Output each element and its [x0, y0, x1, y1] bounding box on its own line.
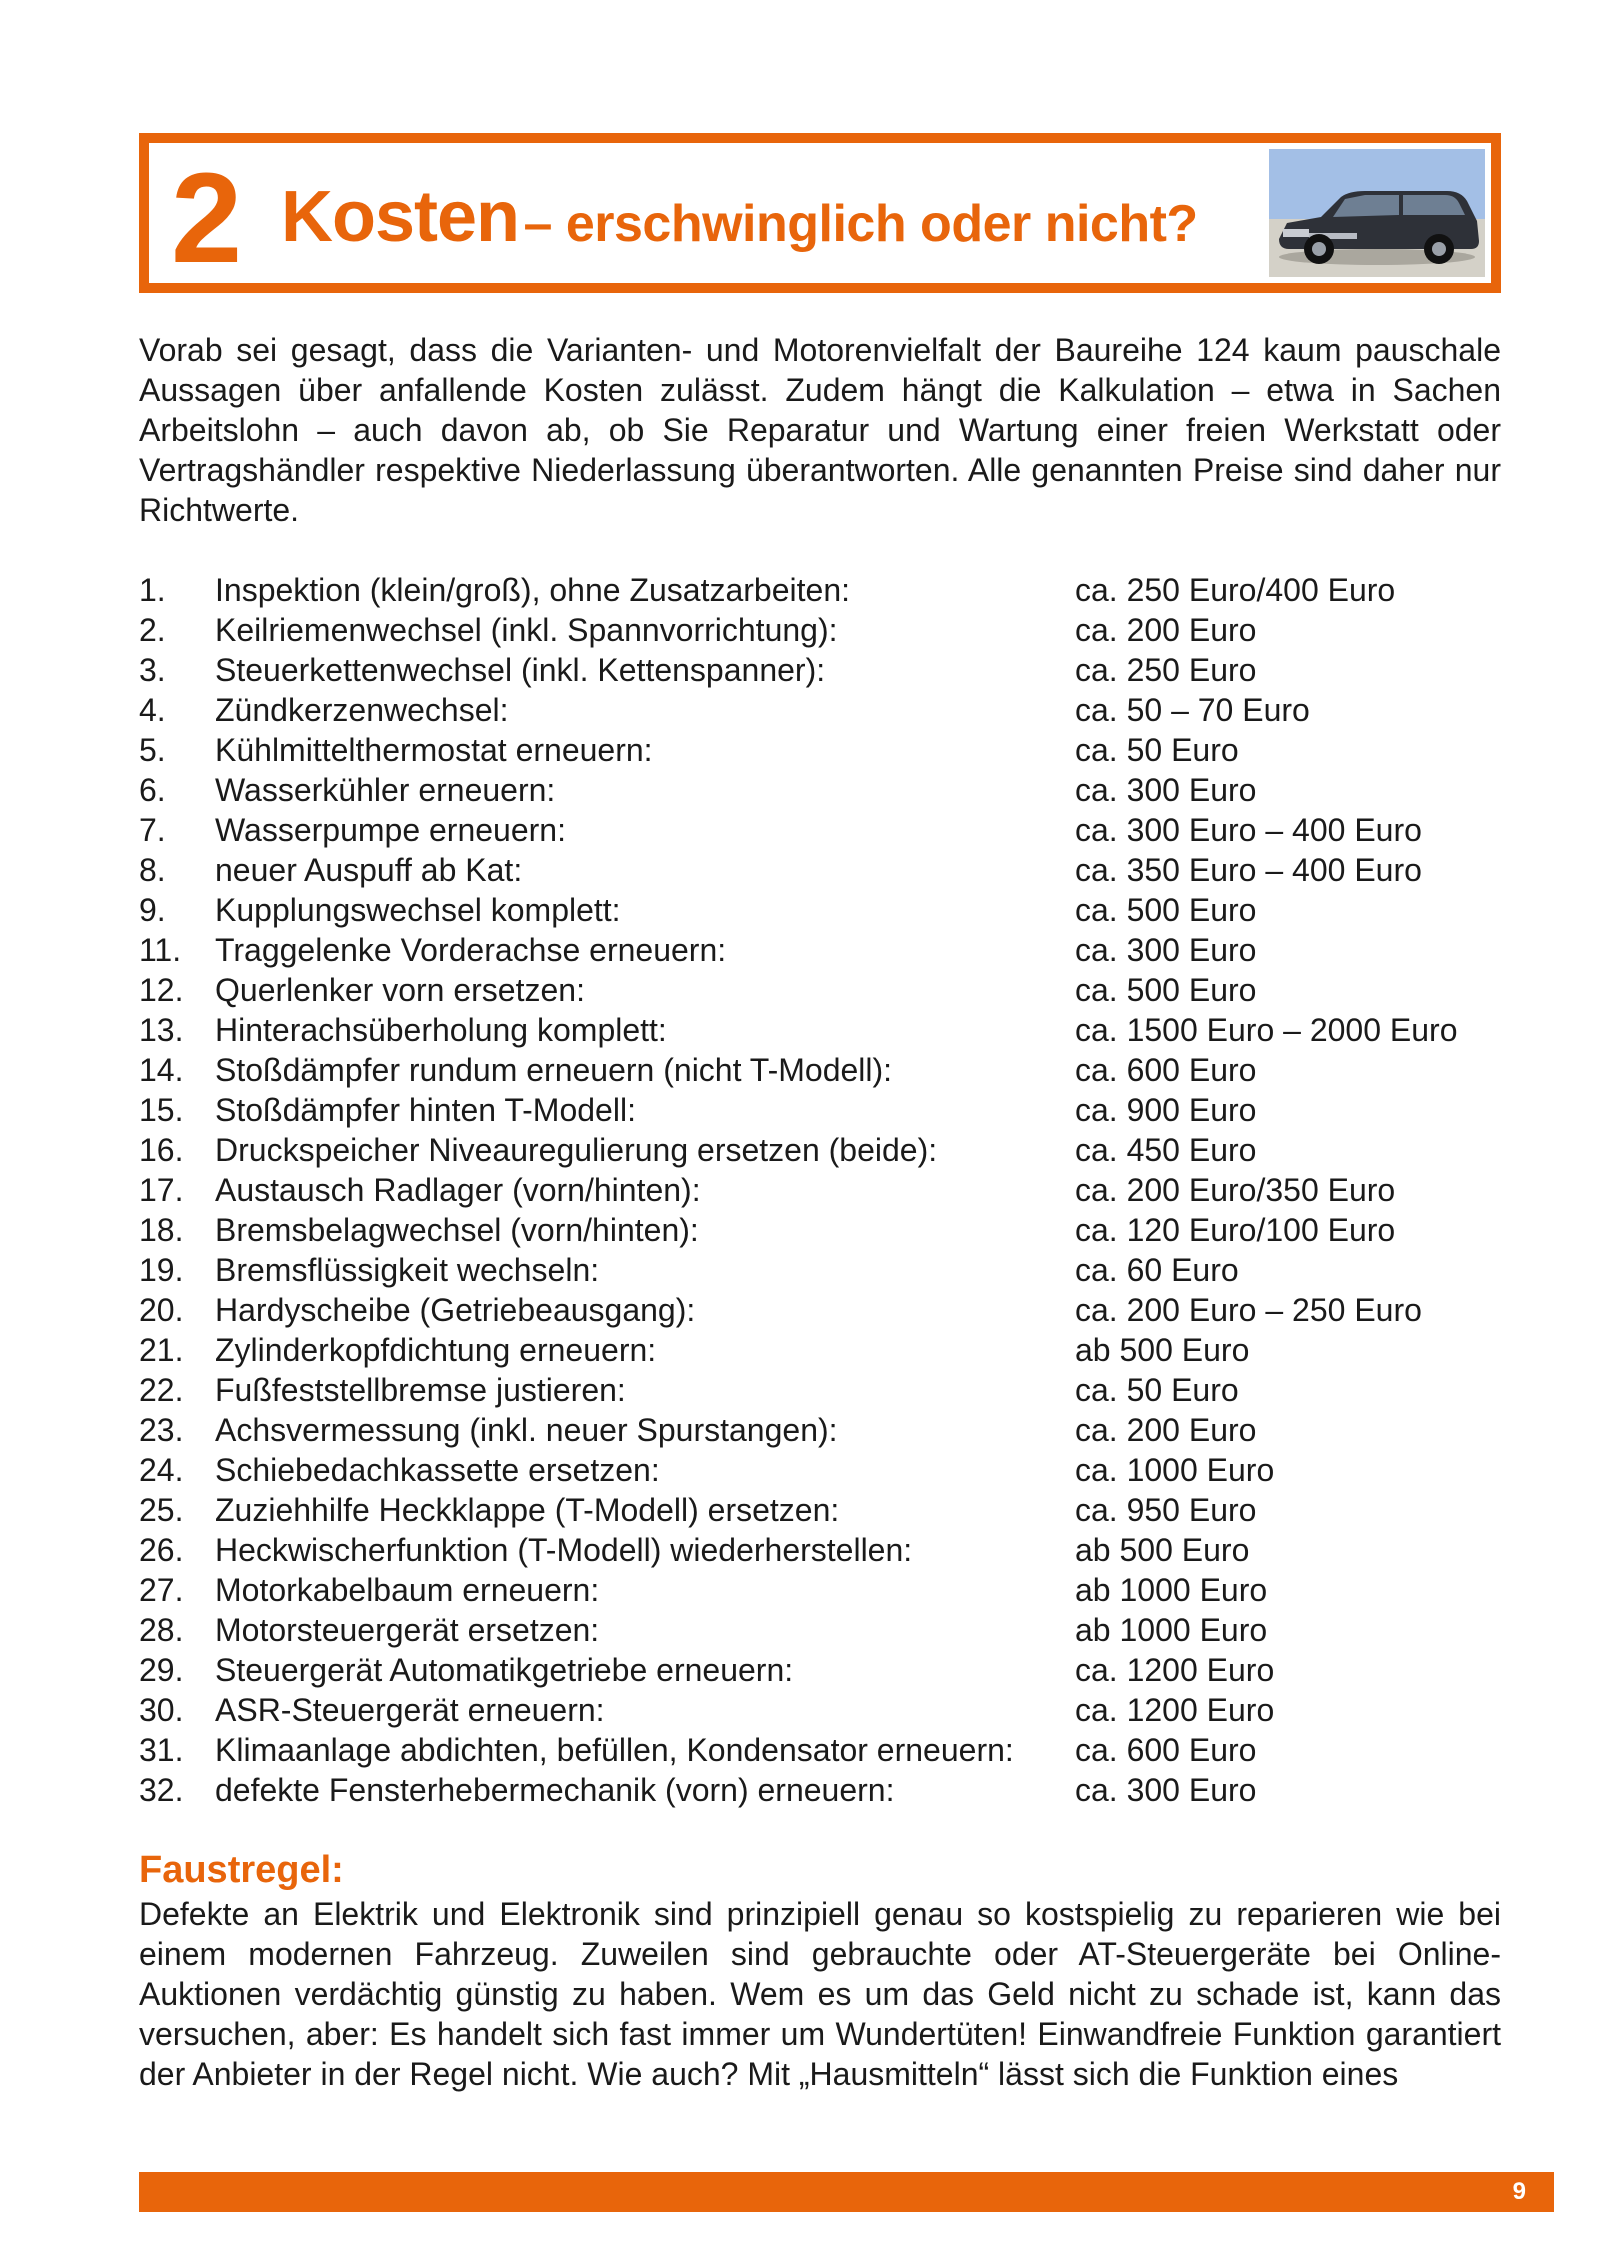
item-description: Klimaanlage abdichten, befüllen, Kondensator erneuern: — [215, 1732, 1014, 1768]
item-description: Keilriemenwechsel (inkl. Spannvorrichtung): — [215, 612, 838, 648]
item-price: ca. 500 Euro — [1075, 972, 1257, 1008]
item-description: Austausch Radlager (vorn/hinten): — [215, 1172, 701, 1208]
list-item — [139, 1010, 1501, 1050]
item-number: 3. — [139, 652, 166, 688]
item-number: 20. — [139, 1292, 184, 1328]
item-number: 19. — [139, 1252, 184, 1288]
item-description: Heckwischerfunktion (T-Modell) wiederherstellen: — [215, 1532, 913, 1568]
item-price: ca. 350 Euro – 400 Euro — [1075, 852, 1422, 888]
list-item — [139, 890, 1501, 930]
rule-heading: Faustregel: — [139, 1849, 344, 1891]
item-number: 27. — [139, 1572, 184, 1608]
item-description: Druckspeicher Niveauregulierung ersetzen (beide): — [215, 1132, 938, 1168]
footer-bar — [139, 2172, 1554, 2212]
item-description: Wasserpumpe erneuern: — [215, 812, 566, 848]
item-price: ca. 300 Euro – 400 Euro — [1075, 812, 1422, 848]
chapter-title-sub: – erschwinglich oder nicht? — [523, 195, 1198, 253]
item-price: ca. 1000 Euro — [1075, 1452, 1275, 1488]
car-illustration — [1269, 149, 1485, 277]
item-price: ca. 600 Euro — [1075, 1732, 1257, 1768]
item-number: 32. — [139, 1772, 184, 1808]
list-item — [139, 730, 1501, 770]
item-number: 22. — [139, 1372, 184, 1408]
item-price: ca. 50 – 70 Euro — [1075, 692, 1310, 728]
item-number: 28. — [139, 1612, 184, 1648]
list-item — [139, 1250, 1501, 1290]
item-number: 6. — [139, 772, 166, 808]
item-description: Querlenker vorn ersetzen: — [215, 972, 585, 1008]
intro-paragraph: Vorab sei gesagt, dass die Varianten- und Motorenvielfalt der Baureihe 124 kaum pauschale Aussagen über anfallende Kosten zulässt. Zudem hängt die Kalkulation – etwa in Sachen Arbeitslohn – auch davon ab, ob Sie Reparatur und Wartung einer freien Werkstatt oder Vertragshändler respektive Niederlassung überantworten. Alle genannten Preise sind daher nur Richtwerte. — [139, 332, 1501, 528]
item-price: ca. 300 Euro — [1075, 1772, 1257, 1808]
rule-text: Defekte an Elektrik und Elektronik sind prinzipiell genau so kostspielig zu reparieren wie bei einem modernen Fahrzeug. Zuweilen sind gebrauchte oder AT-Steuergeräte bei Online-Auktionen verdächtig günstig zu haben. Wem es um das Geld nicht zu schade ist, kann das versuchen, aber: Es handelt sich fast immer um Wundertüten! Einwandfreie Funktion garantiert der Anbieter in der Regel nicht. Wie auch? Mit „Hausmitteln“ lässt sich die Funktion eines — [139, 1896, 1501, 2092]
item-description: Kupplungswechsel komplett: — [215, 892, 621, 928]
list-item — [139, 1130, 1501, 1170]
item-description: Achsvermessung (inkl. neuer Spurstangen): — [215, 1412, 838, 1448]
item-description: defekte Fensterhebermechanik (vorn) erneuern: — [215, 1772, 895, 1808]
item-price: ab 500 Euro — [1075, 1332, 1250, 1368]
item-price: ca. 120 Euro/100 Euro — [1075, 1212, 1396, 1248]
item-number: 5. — [139, 732, 166, 768]
list-item — [139, 570, 1501, 610]
item-number: 14. — [139, 1052, 184, 1088]
list-item — [139, 850, 1501, 890]
list-item — [139, 810, 1501, 850]
item-number: 13. — [139, 1012, 184, 1048]
item-number: 23. — [139, 1412, 184, 1448]
chapter-title — [281, 177, 1198, 277]
chapter-number: 2 — [171, 147, 241, 290]
list-item — [139, 1370, 1501, 1410]
list-item — [139, 1170, 1501, 1210]
item-number: 17. — [139, 1172, 184, 1208]
item-number: 25. — [139, 1492, 184, 1528]
list-item — [139, 1410, 1501, 1450]
item-description: Bremsbelagwechsel (vorn/hinten): — [215, 1212, 699, 1248]
item-price: ca. 950 Euro — [1075, 1492, 1257, 1528]
item-description: Stoßdämpfer hinten T-Modell: — [215, 1092, 636, 1128]
item-description: Kühlmittelthermostat erneuern: — [215, 732, 653, 768]
list-item — [139, 1650, 1501, 1690]
item-number: 24. — [139, 1452, 184, 1488]
item-price: ca. 250 Euro/400 Euro — [1075, 572, 1396, 608]
item-price: ca. 300 Euro — [1075, 772, 1257, 808]
page-number: 9 — [1512, 2178, 1526, 2205]
item-description: Fußfeststellbremse justieren: — [215, 1372, 626, 1408]
item-number: 12. — [139, 972, 184, 1008]
item-price: ca. 450 Euro — [1075, 1132, 1257, 1168]
chapter-title-main: Kosten — [281, 177, 520, 257]
item-description: Stoßdämpfer rundum erneuern (nicht T-Modell): — [215, 1052, 893, 1088]
item-number: 8. — [139, 852, 166, 888]
item-price: ca. 200 Euro — [1075, 1412, 1257, 1448]
cost-list — [139, 570, 1501, 1810]
car-photo-icon — [1269, 149, 1485, 277]
item-number: 21. — [139, 1332, 184, 1368]
list-item — [139, 650, 1501, 690]
item-price: ca. 250 Euro — [1075, 652, 1257, 688]
item-number: 31. — [139, 1732, 184, 1768]
list-item — [139, 1530, 1501, 1570]
item-number: 26. — [139, 1532, 184, 1568]
list-item — [139, 1090, 1501, 1130]
item-number: 7. — [139, 812, 166, 848]
item-price: ab 1000 Euro — [1075, 1572, 1268, 1608]
item-description: Zuziehhilfe Heckklappe (T-Modell) ersetzen: — [215, 1492, 840, 1528]
list-item — [139, 1690, 1501, 1730]
list-item — [139, 1210, 1501, 1250]
item-price: ca. 60 Euro — [1075, 1252, 1239, 1288]
item-price: ca. 50 Euro — [1075, 1372, 1239, 1408]
item-number: 2. — [139, 612, 166, 648]
list-item — [139, 1770, 1501, 1810]
item-price: ca. 1500 Euro – 2000 Euro — [1075, 1012, 1458, 1048]
item-description: Steuerkettenwechsel (inkl. Kettenspanner): — [215, 652, 826, 688]
item-description: ASR-Steuergerät erneuern: — [215, 1692, 605, 1728]
item-price: ca. 300 Euro — [1075, 932, 1257, 968]
list-item — [139, 1610, 1501, 1650]
item-number: 16. — [139, 1132, 184, 1168]
item-number: 11. — [139, 932, 182, 968]
item-price: ca. 1200 Euro — [1075, 1692, 1275, 1728]
list-item — [139, 1730, 1501, 1770]
item-price: ca. 200 Euro/350 Euro — [1075, 1172, 1396, 1208]
list-item — [139, 610, 1501, 650]
list-item — [139, 1450, 1501, 1490]
item-number: 18. — [139, 1212, 184, 1248]
item-price: ab 1000 Euro — [1075, 1612, 1268, 1648]
item-price: ca. 200 Euro – 250 Euro — [1075, 1292, 1422, 1328]
item-number: 30. — [139, 1692, 184, 1728]
list-item — [139, 1490, 1501, 1530]
item-number: 15. — [139, 1092, 184, 1128]
item-description: Schiebedachkassette ersetzen: — [215, 1452, 660, 1488]
item-price: ca. 900 Euro — [1075, 1092, 1257, 1128]
item-description: Traggelenke Vorderachse erneuern: — [215, 932, 727, 968]
item-description: Zündkerzenwechsel: — [215, 692, 509, 728]
item-description: Hardyscheibe (Getriebeausgang): — [215, 1292, 696, 1328]
item-price: ca. 50 Euro — [1075, 732, 1239, 768]
item-price: ab 500 Euro — [1075, 1532, 1250, 1568]
item-description: Motorsteuergerät ersetzen: — [215, 1612, 600, 1648]
list-item — [139, 690, 1501, 730]
item-number: 4. — [139, 692, 166, 728]
item-number: 1. — [139, 572, 166, 608]
chapter-header — [139, 133, 1501, 293]
item-number: 29. — [139, 1652, 184, 1688]
item-description: Hinterachsüberholung komplett: — [215, 1012, 667, 1048]
list-item — [139, 770, 1501, 810]
item-description: Steuergerät Automatikgetriebe erneuern: — [215, 1652, 794, 1688]
item-description: Zylinderkopfdichtung erneuern: — [215, 1332, 657, 1368]
list-item — [139, 1570, 1501, 1610]
item-price: ca. 600 Euro — [1075, 1052, 1257, 1088]
item-price: ca. 500 Euro — [1075, 892, 1257, 928]
list-item — [139, 930, 1501, 970]
item-description: Wasserkühler erneuern: — [215, 772, 556, 808]
list-item — [139, 1330, 1501, 1370]
item-description: Bremsflüssigkeit wechseln: — [215, 1252, 600, 1288]
item-price: ca. 1200 Euro — [1075, 1652, 1275, 1688]
list-item — [139, 970, 1501, 1010]
item-description: neuer Auspuff ab Kat: — [215, 852, 523, 888]
item-number: 9. — [139, 892, 166, 928]
list-item — [139, 1290, 1501, 1330]
item-price: ca. 200 Euro — [1075, 612, 1257, 648]
list-item — [139, 1050, 1501, 1090]
item-description: Motorkabelbaum erneuern: — [215, 1572, 600, 1608]
item-description: Inspektion (klein/groß), ohne Zusatzarbeiten: — [215, 572, 850, 608]
